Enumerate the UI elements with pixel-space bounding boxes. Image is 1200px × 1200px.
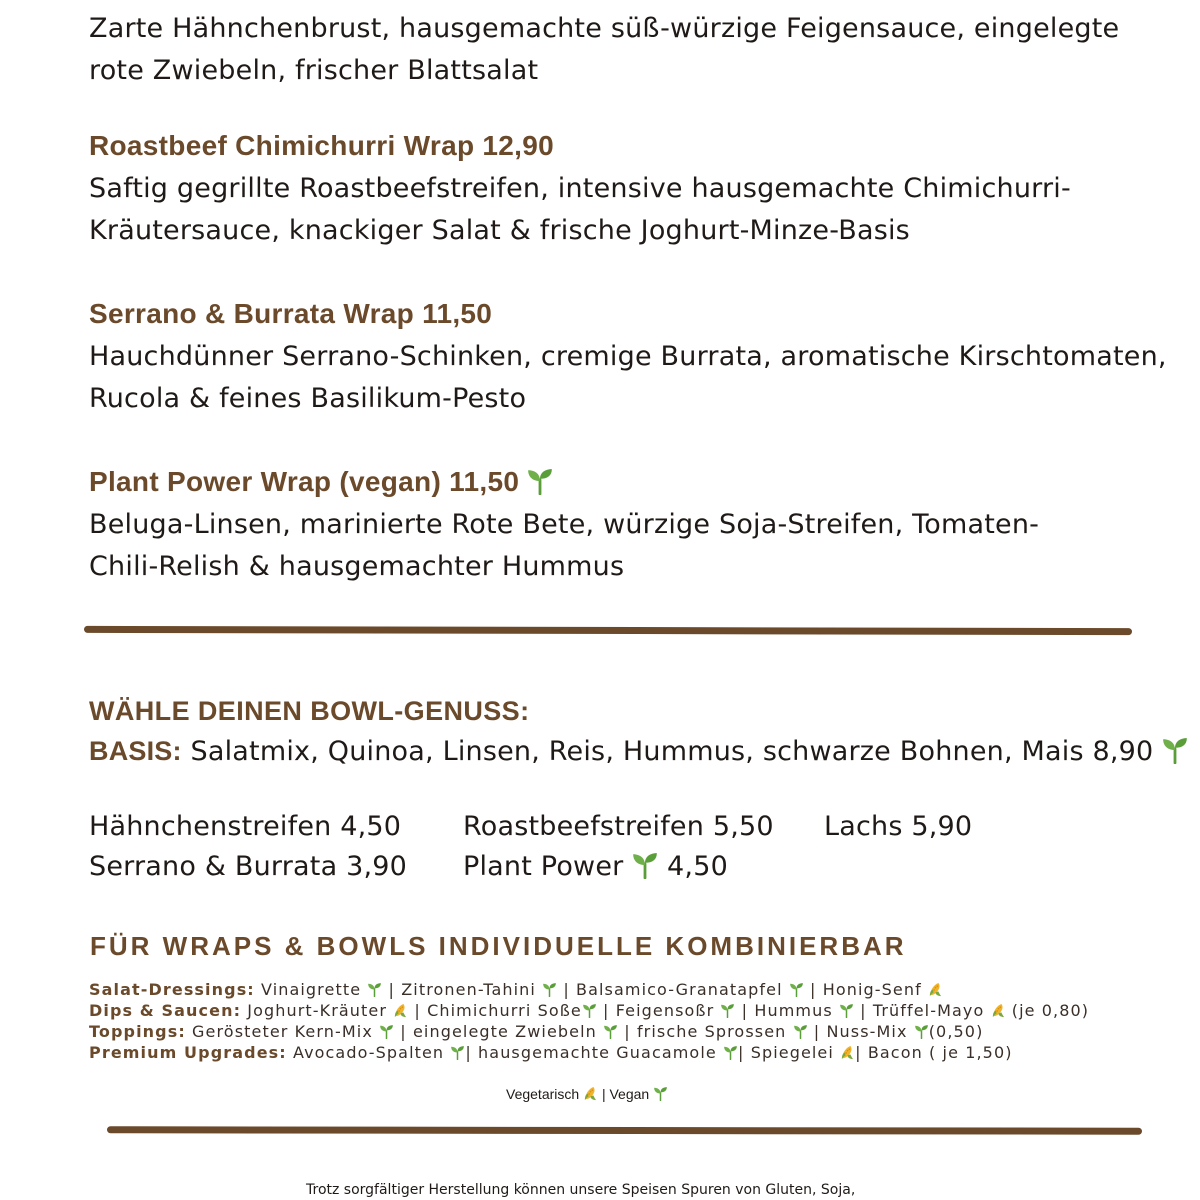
wrap-3-desc-line-2: Rucola & feines Basilikum-Pesto: [89, 383, 527, 414]
sprout-icon: [789, 982, 804, 997]
dips-label: Dips & Saucen:: [89, 1001, 242, 1020]
sprout-icon: [582, 1003, 597, 1018]
corn-icon: [393, 1003, 408, 1018]
bowl-basis-row: [89, 730, 1188, 773]
toppings-label: Toppings:: [89, 1022, 186, 1041]
sprout-icon: [839, 1003, 854, 1018]
wrap-4-desc-line-1: Beluga-Linsen, marinierte Rote Bete, würzige Soja-Streifen, Tomaten-: [89, 509, 1040, 540]
wrap-2-title: Roastbeef Chimichurri Wrap 12,90: [89, 130, 554, 161]
sprout-icon: [542, 982, 557, 997]
dip-item: Joghurt-Kräuter: [247, 1001, 388, 1020]
wrap-3-description: [89, 336, 1167, 420]
premium-item: hausgemachte Guacamole: [478, 1043, 717, 1062]
corn-icon: [840, 1045, 855, 1060]
separator: |: [855, 1043, 862, 1062]
topping-roastbeef: Roastbeefstreifen 5,50: [463, 811, 774, 842]
separator: |: [388, 980, 396, 999]
sprout-icon: [367, 982, 382, 997]
premium-label: Premium Upgrades:: [89, 1043, 287, 1062]
sprout-icon: [632, 851, 658, 879]
separator: |: [624, 1022, 631, 1041]
topping-item: eingelegte Zwiebeln: [412, 1022, 597, 1041]
dip-item: Hummus: [754, 1001, 833, 1020]
topping-salmon: Lachs 5,90: [824, 811, 973, 842]
sprout-icon: [450, 1045, 465, 1060]
corn-icon: [583, 1086, 598, 1101]
topping-item: Gerösteter Kern-Mix: [192, 1022, 373, 1041]
sprout-icon: [603, 1024, 618, 1039]
separator: |: [465, 1043, 472, 1062]
corn-icon: [991, 1003, 1006, 1018]
separator: |: [563, 980, 570, 999]
dip-item: Feigensoßr: [615, 1001, 715, 1020]
separator: |: [741, 1001, 749, 1020]
dips-row: [89, 1000, 1089, 1021]
dip-item: Trüffel-Mayo: [872, 1001, 985, 1020]
separator: |: [414, 1001, 421, 1020]
wrap-2-desc-line-1: Saftig gegrillte Roastbeefstreifen, intensive hausgemachte Chimichurri-: [89, 173, 1071, 204]
corn-icon: [928, 982, 943, 997]
dressings-row: [89, 979, 943, 1000]
basis-text: Salatmix, Quinoa, Linsen, Reis, Hummus, schwarze Bohnen, Mais 8,90: [190, 736, 1154, 767]
topping-chicken: Hähnchenstreifen 4,50: [89, 811, 402, 842]
dressing-item: Honig-Senf: [822, 980, 922, 999]
toppings-row: [89, 1021, 983, 1042]
dressing-item: Balsamico-Granatapfel: [576, 980, 783, 999]
separator: |: [738, 1043, 745, 1062]
wrap-2-description: [89, 168, 1071, 252]
sprout-icon: [1162, 736, 1188, 764]
section-divider: [107, 1126, 1142, 1134]
sprout-icon: [723, 1045, 738, 1060]
topping-plant-power: [463, 846, 728, 888]
legend-vegetarian: Vegetarisch: [506, 1086, 580, 1102]
topping-plant-power-price: 4,50: [667, 851, 728, 882]
sprout-icon: [379, 1024, 394, 1039]
wrap-4-title-row: [89, 466, 553, 498]
bowl-heading: WÄHLE DEINEN BOWL-GENUSS:: [89, 696, 530, 726]
topping-serrano: Serrano & Burrata 3,90: [89, 851, 408, 882]
sprout-icon: [720, 1003, 735, 1018]
wrap-3-title: Serrano & Burrata Wrap 11,50: [89, 298, 493, 329]
combination-heading: FÜR WRAPS & BOWLS INDIVIDUELLE KOMBINIERBAR: [90, 931, 907, 961]
separator: |: [810, 980, 817, 999]
dressing-item: Zitronen-Tahini: [401, 980, 536, 999]
wrap-4-desc-line-2: Chili-Relish & hausgemachter Hummus: [89, 551, 625, 582]
wrap-1-desc-line-2: rote Zwiebeln, frischer Blattsalat: [89, 55, 539, 86]
wrap-4-description: [89, 504, 1039, 588]
dressing-item: Vinaigrette: [261, 980, 362, 999]
sprout-icon: [653, 1086, 668, 1101]
allergen-note: Trotz sorgfältiger Herstellung können unsere Speisen Spuren von Gluten, Soja,: [306, 1182, 856, 1198]
premium-item: Bacon: [867, 1043, 923, 1062]
basis-label: BASIS:: [89, 736, 182, 766]
section-divider: [84, 626, 1132, 635]
separator: |: [400, 1022, 407, 1041]
dips-price: (je 0,80): [1011, 1001, 1090, 1020]
sprout-icon: [527, 467, 553, 495]
sprout-icon: [914, 1024, 929, 1039]
separator: |: [813, 1022, 821, 1041]
separator: |: [603, 1001, 610, 1020]
separator: |: [860, 1001, 867, 1020]
premium-row: [89, 1042, 1013, 1063]
wrap-1-description: [89, 8, 1119, 92]
sprout-icon: [793, 1024, 808, 1039]
topping-item: frische Sprossen: [636, 1022, 787, 1041]
toppings-price: (0,50): [928, 1022, 984, 1041]
dip-item: Chimichurri Soße: [427, 1001, 582, 1020]
premium-item: Spiegelei: [750, 1043, 834, 1062]
legend-separator: |: [601, 1086, 606, 1102]
wrap-1-desc-line-1: Zarte Hähnchenbrust, hausgemachte süß-würzige Feigensauce, eingelegte: [89, 13, 1120, 44]
premium-item: Avocado-Spalten: [292, 1043, 445, 1062]
topping-item: Nuss-Mix: [826, 1022, 908, 1041]
topping-plant-power-name: Plant Power: [463, 851, 624, 882]
wrap-2-desc-line-2: Kräutersauce, knackiger Salat & frische Joghurt-Minze-Basis: [89, 215, 910, 246]
wrap-4-title: Plant Power Wrap (vegan) 11,50: [89, 466, 520, 497]
legend-vegan: Vegan: [609, 1086, 650, 1102]
wrap-3-desc-line-1: Hauchdünner Serrano-Schinken, cremige Burrata, aromatische Kirschtomaten,: [89, 341, 1167, 372]
premium-price: ( je 1,50): [929, 1043, 1013, 1062]
dressings-label: Salat-Dressings:: [89, 980, 255, 999]
diet-legend: [506, 1086, 668, 1102]
